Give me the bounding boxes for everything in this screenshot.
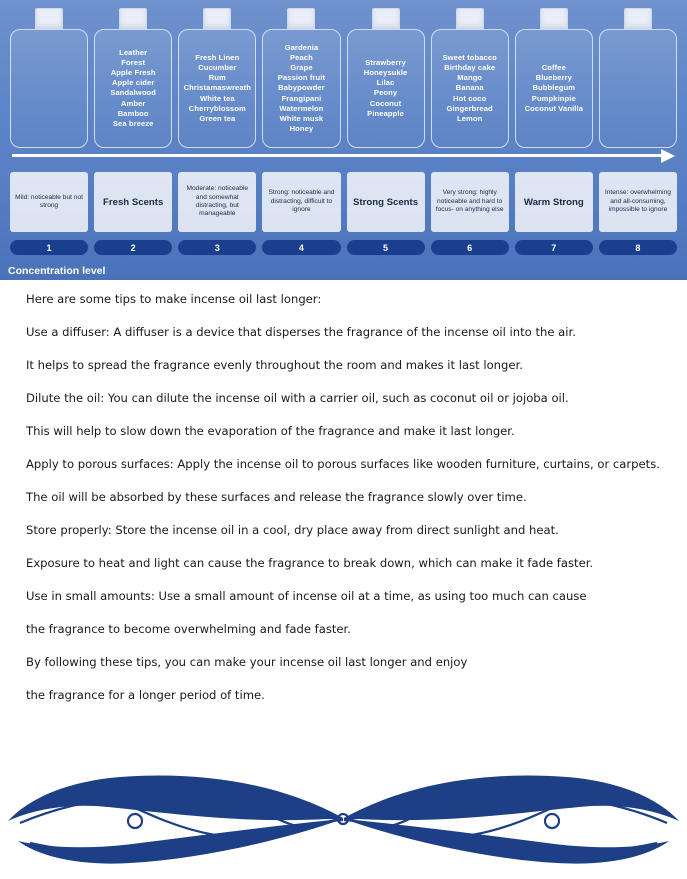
bottle-body — [94, 29, 172, 148]
bottle-cap-icon — [35, 8, 63, 29]
bottle-notes: Fresh Linen Cucumber Rum Christamaswreath White tea Cherryblossom Green tea — [183, 52, 252, 123]
bottle-notes: Gardenia Peach Grape Passion fruit Babypowder Frangipani Watermelon White musk Honey — [277, 42, 326, 134]
paragraph-4: Dilute the oil: You can dilute the incense oil with a carrier oil, such as coconut oil or jojoba oil. — [26, 391, 569, 405]
paragraph-8: Store properly: Store the incense oil in a cool, dry place away from direct sunlight and heat. — [26, 523, 559, 537]
bottle-1 — [10, 8, 88, 148]
bottle-body — [262, 29, 340, 148]
bottle-cap-icon — [624, 8, 652, 29]
description-8 — [599, 172, 677, 232]
concentration-chart — [0, 0, 687, 280]
description-text: Very strong: highly noticeable and hard to focus- on anything else — [435, 189, 504, 214]
paragraph-5: This will help to slow down the evaporation of the fragrance and make it last longer. — [26, 424, 515, 438]
bottle-body — [515, 29, 593, 148]
description-text: Fresh Scents — [103, 196, 164, 208]
paragraph-2: Use a diffuser: A diffuser is a device that disperses the fragrance of the incense oil into the air. — [26, 325, 576, 339]
paragraph-7: The oil will be absorbed by these surfaces and release the fragrance slowly over time. — [26, 490, 527, 504]
bottle-6 — [431, 8, 509, 148]
bottle-cap-icon — [456, 8, 484, 29]
description-7 — [515, 172, 593, 232]
description-text: Moderate: noticeable and somewhat distracting, but manageable — [186, 185, 249, 218]
description-1 — [10, 172, 88, 232]
bottle-cap-icon — [372, 8, 400, 29]
level-pill-7: 7 — [515, 240, 593, 255]
bottle-cap-icon — [540, 8, 568, 29]
bottle-cap-icon — [287, 8, 315, 29]
bottle-notes: Sweet tobacco Birthday cake Mango Banana Hot coco Gingerbread Lemon — [442, 52, 497, 123]
paragraph-3: It helps to spread the fragrance evenly throughout the room and makes it last longer. — [26, 358, 523, 372]
bottle-body — [431, 29, 509, 148]
paragraph-1: Here are some tips to make incense oil last longer: — [26, 292, 322, 306]
description-text: Mild: noticeable but not strong — [15, 193, 83, 209]
bottle-notes: Leather Forest Apple Fresh Apple cider Sandalwood Amber Bamboo Sea breeze — [110, 47, 157, 129]
level-pill-3: 3 — [178, 240, 256, 255]
tips-content — [26, 292, 676, 721]
description-text: Intense: overwhelming and all-consuming, impossible to ignore — [604, 189, 671, 214]
description-4 — [262, 172, 340, 232]
level-pill-2: 2 — [94, 240, 172, 255]
level-pill-8: 8 — [599, 240, 677, 255]
bottle-4 — [262, 8, 340, 148]
bottle-body — [347, 29, 425, 148]
intensity-arrow — [12, 148, 675, 166]
description-6 — [431, 172, 509, 232]
level-pill-1: 1 — [10, 240, 88, 255]
level-row — [10, 240, 677, 255]
paragraph-11: the fragrance to become overwhelming and fade faster. — [26, 622, 351, 636]
concentration-level-label: Concentration level — [8, 265, 106, 277]
description-row — [10, 172, 677, 232]
bottle-body — [178, 29, 256, 148]
paragraph-9: Exposure to heat and light can cause the fragrance to break down, which can make it fade faster. — [26, 556, 594, 570]
bottle-2 — [94, 8, 172, 148]
bottle-notes: Coffee Blueberry Bubblegum Pumpkinpie Coconut Vanilla — [524, 62, 584, 113]
description-text: Strong: noticeable and distracting, difficult to ignore — [268, 189, 335, 214]
bottle-body — [10, 29, 88, 148]
bottle-notes: Strawberry Honeysukle Lilac Peony Coconut Pineapple — [363, 57, 408, 118]
bottle-3 — [178, 8, 256, 148]
bottle-cap-icon — [119, 8, 147, 29]
bottle-7 — [515, 8, 593, 148]
description-5 — [347, 172, 425, 232]
bottle-cap-icon — [203, 8, 231, 29]
level-pill-4: 4 — [262, 240, 340, 255]
arrow-line — [12, 154, 661, 157]
paragraph-6: Apply to porous surfaces: Apply the incense oil to porous surfaces like wooden furniture, curtains, or carpets. — [26, 457, 660, 471]
bottle-5 — [347, 8, 425, 148]
level-pill-6: 6 — [431, 240, 509, 255]
paragraph-12: By following these tips, you can make your incense oil last longer and enjoy — [26, 655, 468, 669]
bottle-body — [599, 29, 677, 148]
bottle-8 — [599, 8, 677, 148]
paragraph-10: Use in small amounts: Use a small amount of incense oil at a time, as using too much can cause — [26, 589, 587, 603]
description-2 — [94, 172, 172, 232]
description-text: Strong Scents — [353, 196, 419, 208]
arrow-head-icon — [661, 149, 675, 163]
footer-ornament-icon — [0, 763, 687, 873]
description-3 — [178, 172, 256, 232]
bottle-row — [10, 8, 677, 148]
level-pill-5: 5 — [347, 240, 425, 255]
paragraph-13: the fragrance for a longer period of time. — [26, 688, 265, 702]
description-text: Warm Strong — [523, 196, 584, 208]
